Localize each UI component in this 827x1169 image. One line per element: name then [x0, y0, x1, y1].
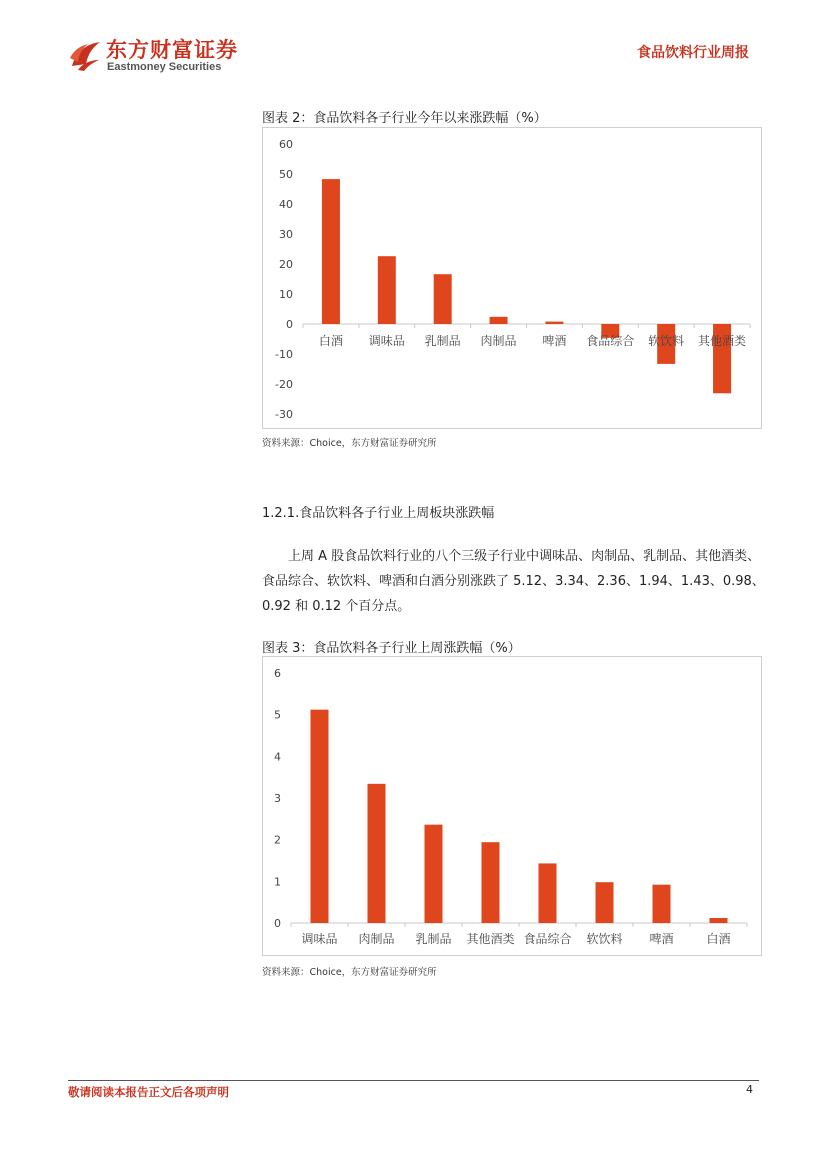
category-label: 肉制品 [358, 932, 395, 946]
bar-白酒 [322, 179, 340, 324]
category-label: 啤酒 [649, 932, 674, 946]
bar-肉制品 [490, 317, 508, 324]
y-tick-label: -10 [275, 348, 293, 361]
category-label: 白酒 [318, 334, 343, 348]
y-tick-label: 6 [274, 667, 281, 680]
figure2-source: 资料来源：Choice，东方财富证券研究所 [262, 438, 437, 449]
y-tick-label: 40 [279, 198, 293, 211]
section-paragraph: 上周 A 股食品饮料行业的八个三级子行业中调味品、肉制品、乳制品、其他酒类、食品综合、软饮料、啤酒和白酒分别涨跌了 5.12、3.34、2.36、1.94、1.43、0.98、0.92 和 0.12 个百分点。 [262, 549, 765, 614]
y-tick-label: 0 [274, 917, 281, 930]
bar-肉制品 [368, 784, 386, 923]
bar-调味品 [378, 256, 396, 324]
bar-食品综合 [539, 863, 557, 923]
category-label: 调味品 [301, 932, 338, 946]
category-label: 软饮料 [648, 334, 685, 348]
category-label: 软饮料 [586, 932, 623, 946]
y-tick-label: 50 [279, 168, 293, 181]
logo-english-name: Eastmoney Securities [107, 61, 222, 73]
y-tick-label: 20 [279, 258, 293, 271]
bar-软饮料 [596, 882, 614, 923]
figure2-svg [263, 128, 761, 428]
category-label: 其他酒类 [698, 334, 747, 348]
report-type-title: 食品饮料行业周报 [637, 45, 749, 61]
y-tick-label: 60 [279, 138, 293, 151]
logo-chinese-name: 东方财富证券 [106, 38, 238, 62]
bar-其他酒类 [482, 842, 500, 923]
bar-乳制品 [425, 825, 443, 923]
footer-disclaimer: 敬请阅读本报告正文后各项声明 [68, 1085, 229, 1099]
y-tick-label: 2 [274, 833, 281, 847]
category-label: 肉制品 [480, 334, 517, 348]
bar-白酒 [710, 918, 728, 923]
y-tick-label: 0 [286, 318, 293, 331]
y-tick-label: 3 [274, 792, 281, 805]
category-label: 其他酒类 [466, 932, 515, 946]
category-label: 食品综合 [586, 334, 635, 348]
bar-啤酒 [653, 885, 671, 923]
y-tick-label: 1 [274, 875, 281, 889]
category-label: 食品综合 [523, 932, 572, 946]
category-label: 调味品 [368, 334, 405, 348]
footer-divider [68, 1080, 759, 1081]
bar-乳制品 [434, 274, 452, 324]
y-tick-label: 10 [279, 288, 293, 301]
y-tick-label: 4 [274, 750, 281, 764]
bar-调味品 [311, 710, 329, 923]
bar-啤酒 [545, 322, 563, 324]
figure3-svg [263, 657, 761, 955]
category-label: 白酒 [706, 932, 731, 946]
category-label: 乳制品 [424, 334, 461, 348]
category-label: 乳制品 [415, 932, 452, 946]
category-label: 啤酒 [542, 334, 567, 348]
section-heading: 1.2.1.食品饮料各子行业上周板块涨跌幅 [262, 506, 495, 521]
figure2-caption: 图表 2：食品饮料各子行业今年以来涨跌幅（%） [262, 111, 547, 126]
figure2-chart [262, 127, 762, 429]
y-tick-label: 30 [279, 228, 293, 241]
y-tick-label: -20 [275, 378, 293, 391]
y-tick-label: -30 [275, 408, 293, 421]
figure3-caption: 图表 3：食品饮料各子行业上周涨跌幅（%） [262, 641, 521, 656]
eastmoney-logo-icon [68, 38, 102, 72]
y-tick-label: 5 [274, 708, 281, 722]
figure3-chart [262, 656, 762, 956]
page-number: 4 [746, 1083, 753, 1096]
figure3-source: 资料来源：Choice，东方财富证券研究所 [262, 967, 437, 978]
